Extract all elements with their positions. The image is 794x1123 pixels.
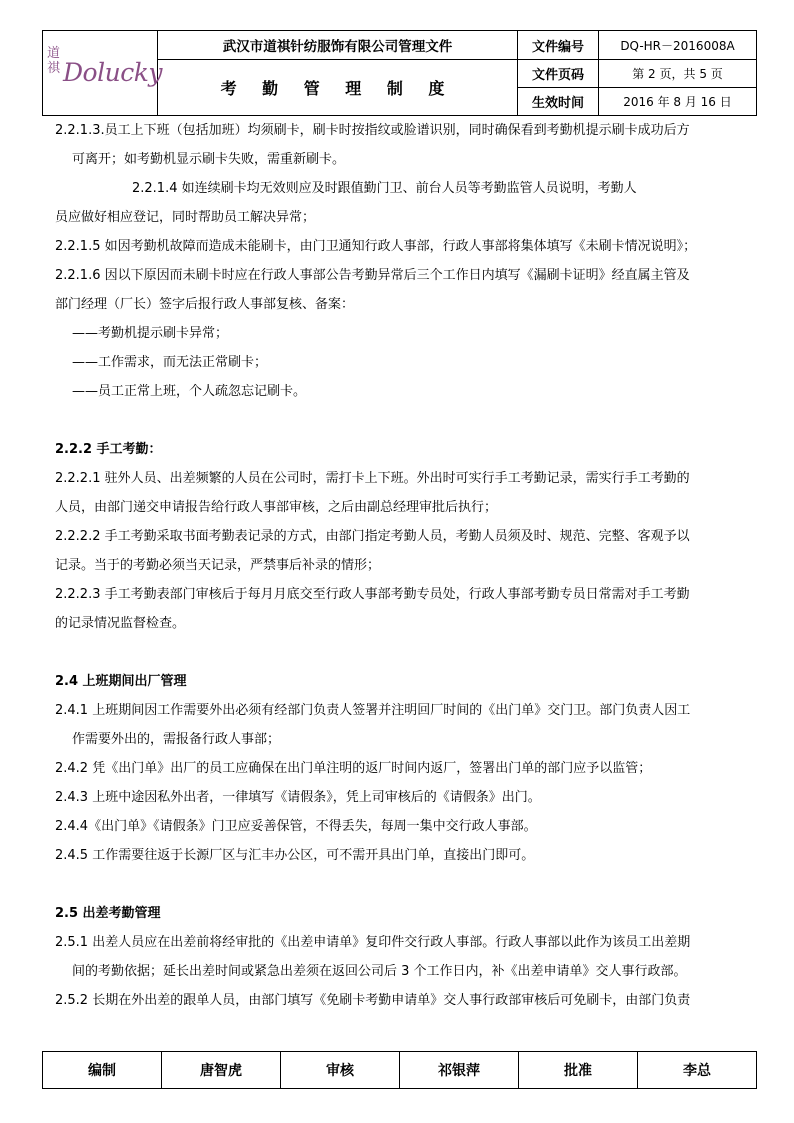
paragraph-2-2-1-5: 2.2.1.5 如因考勤机故障而造成未能刷卡，由门卫通知行政人事部，行政人事部将集体填写《未刷卡情况说明》；	[55, 239, 697, 254]
prepared-by-value: 唐智虎	[162, 1052, 281, 1089]
paragraph-2-5-2: 2.5.2 长期在外出差的跟单人员，由部门填写《免刷卡考勤申请单》交人事行政部审核后可免刷卡，由部门负责	[55, 993, 691, 1008]
doc-number-label: 文件编号	[518, 31, 599, 60]
paragraph-2-5-1-cont: 间的考勤依据；延长出差时间或紧急出差须在返回公司后 3 个工作日内，补《出差申请单》交人事行政部。	[72, 964, 687, 979]
paragraph-2-2-1-3-cont: 可离开；如考勤机显示刷卡失败，需重新刷卡。	[72, 152, 346, 167]
paragraph-2-2-1-6: 2.2.1.6 因以下原因而未刷卡时应在行政人事部公告考勤异常后三个工作日内填写《漏刷卡证明》经直属主管及	[55, 268, 690, 283]
page-label: 文件页码	[518, 60, 599, 88]
paragraph-2-2-1-3: 2.2.1.3.员工上下班（包括加班）均须刷卡，刷卡时按指纹或脸谱识别，同时确保看到考勤机提示刷卡成功后方	[55, 123, 690, 138]
approval-footer	[42, 1051, 757, 1089]
company-logo	[43, 32, 162, 114]
paragraph-2-2-2-2-cont: 记录。当于的考勤必须当天记录，严禁事后补录的情形；	[55, 558, 381, 573]
document-body	[55, 116, 755, 1015]
section-heading-2-2-2: 2.2.2 手工考勤：	[55, 442, 162, 457]
doc-number-value: DQ-HR－2016008A	[599, 31, 757, 60]
logo-chinese-text: 道祺	[47, 46, 61, 76]
paragraph-2-4-2: 2.4.2 凭《出门单》出厂的员工应确保在出门单注明的返厂时间内返厂，签署出门单的部门应予以监管；	[55, 761, 652, 776]
paragraph-2-2-1-6-cont: 部门经理（厂长）签字后报行政人事部复核、备案：	[55, 297, 355, 312]
paragraph-2-2-2-1-cont: 人员，由部门递交申请报告给行政人事部审核，之后由副总经理审批后执行；	[55, 500, 498, 515]
company-name: 武汉市道祺针纺服饰有限公司管理文件	[158, 31, 518, 60]
approved-by-value: 李总	[638, 1052, 757, 1089]
list-item: ——考勤机提示刷卡异常；	[72, 326, 229, 341]
document-header	[42, 30, 757, 116]
document-title: 考 勤 管 理 制 度	[158, 60, 518, 116]
paragraph-2-2-2-3: 2.2.2.3 手工考勤表部门审核后于每月月底交至行政人事部考勤专员处，行政人事部考勤专员日常需对手工考勤	[55, 587, 690, 602]
list-item: ——员工正常上班，个人疏忽忘记刷卡。	[72, 384, 307, 399]
paragraph-2-2-2-1: 2.2.2.1 驻外人员、出差频繁的人员在公司时，需打卡上下班。外出时可实行手工考勤记录，需实行手工考勤的	[55, 471, 690, 486]
reviewed-by-value: 祁银萍	[400, 1052, 519, 1089]
paragraph-2-4-1-cont: 作需要外出的，需报备行政人事部；	[72, 732, 281, 747]
paragraph-2-4-5: 2.4.5 工作需要往返于长源厂区与汇丰办公区，可不需开具出门单，直接出门即可。	[55, 848, 535, 863]
page-value: 第 2 页，共 5 页	[599, 60, 757, 88]
list-item: ——工作需求，而无法正常刷卡；	[72, 355, 268, 370]
section-heading-2-5: 2.5 出差考勤管理	[55, 906, 161, 921]
prepared-by-label: 编制	[43, 1052, 162, 1089]
logo-english-text: Dolucky	[63, 58, 162, 87]
paragraph-2-4-1: 2.4.1 上班期间因工作需要外出必须有经部门负责人签署并注明回厂时间的《出门单》交门卫。部门负责人因工	[55, 703, 691, 718]
paragraph-2-2-1-4-cont: 员应做好相应登记，同时帮助员工解决异常；	[55, 210, 316, 225]
effective-date-label: 生效时间	[518, 88, 599, 116]
effective-date-value: 2016 年 8 月 16 日	[599, 88, 757, 116]
reviewed-by-label: 审核	[281, 1052, 400, 1089]
approved-by-label: 批准	[519, 1052, 638, 1089]
paragraph-2-2-2-3-cont: 的记录情况监督检查。	[55, 616, 186, 631]
paragraph-2-4-3: 2.4.3 上班中途因私外出者，一律填写《请假条》，凭上司审核后的《请假条》出门。	[55, 790, 541, 805]
section-heading-2-4: 2.4 上班期间出厂管理	[55, 674, 187, 689]
paragraph-2-4-4: 2.4.4《出门单》《请假条》门卫应妥善保管，不得丢失，每周一集中交行政人事部。	[55, 819, 537, 834]
logo-cell	[43, 31, 162, 116]
paragraph-2-2-1-4: 2.2.1.4 如连续刷卡均无效则应及时跟值勤门卫、前台人员等考勤监管人员说明，考勤人	[132, 181, 637, 196]
paragraph-2-5-1: 2.5.1 出差人员应在出差前将经审批的《出差申请单》复印件交行政人事部。行政人事部以此作为该员工出差期	[55, 935, 691, 950]
paragraph-2-2-2-2: 2.2.2.2 手工考勤采取书面考勤表记录的方式，由部门指定考勤人员，考勤人员须及时、规范、完整、客观予以	[55, 529, 690, 544]
